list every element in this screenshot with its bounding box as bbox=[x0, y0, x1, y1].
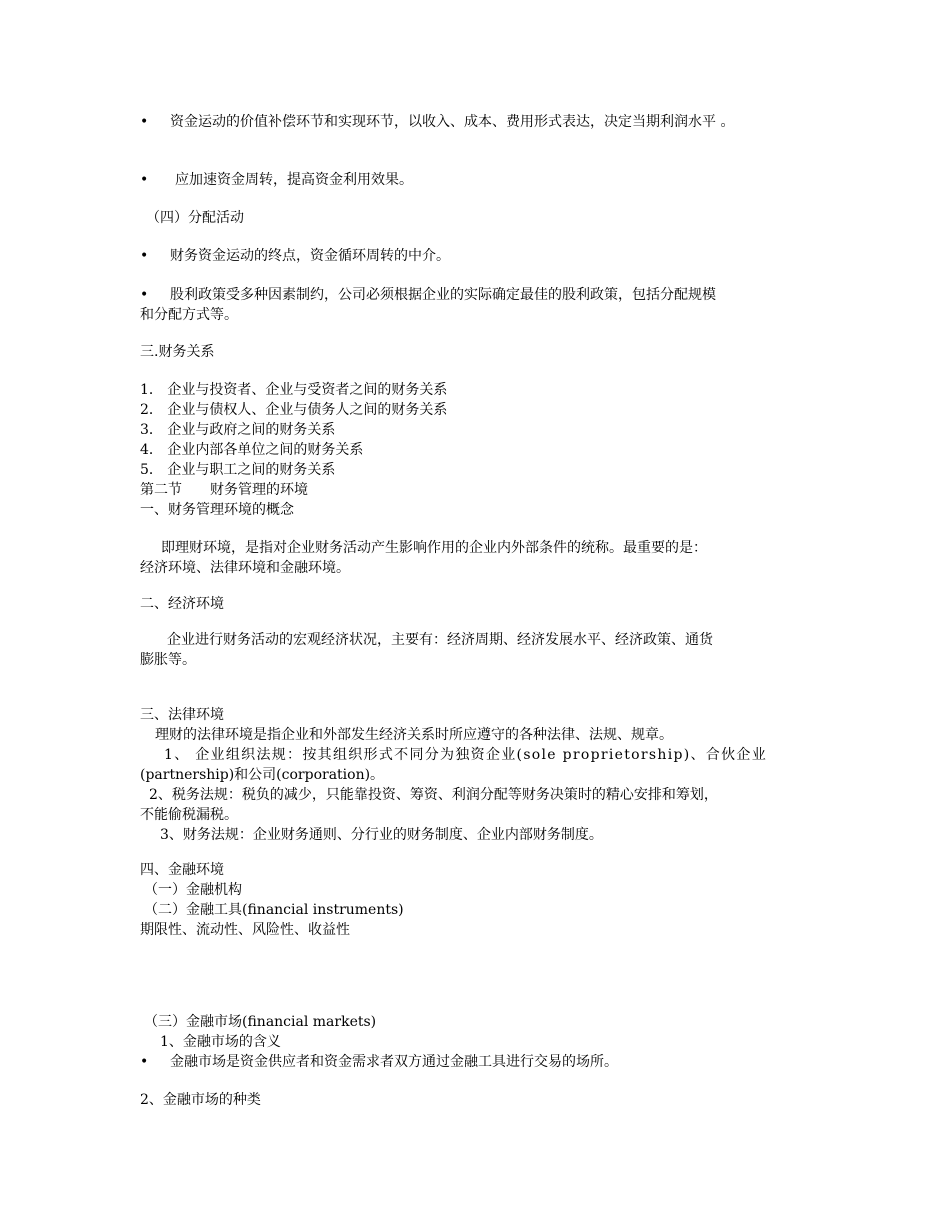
bullet-text: 金融市场是资金供应者和资金需求者双方通过金融工具进行交易的场所。 bbox=[170, 1054, 618, 1070]
bullet-text-line1: 股利政策受多种因素制约，公司必须根据企业的实际确定最佳的股利政策，包括分配规模 bbox=[170, 287, 716, 303]
financial-markets-section bbox=[140, 1012, 820, 1072]
bullet-marker: • bbox=[140, 114, 149, 130]
list-item: 1． 企业与投资者、企业与受资者之间的财务关系 bbox=[140, 382, 448, 398]
section-title: 第二节 财务管理的环境 bbox=[140, 482, 308, 498]
paragraph-line1: 企业进行财务活动的宏观经济状况，主要有：经济周期、经济发展水平、经济政策、通货 bbox=[167, 632, 713, 648]
legal-item-2-line2: 不能偷税漏税。 bbox=[140, 807, 238, 823]
list-item: 2． 企业与债权人、企业与债务人之间的财务关系 bbox=[140, 402, 448, 418]
financial-environment-section bbox=[140, 860, 820, 940]
paragraph-environment-concept bbox=[140, 538, 820, 578]
financial-markets-heading: （三）金融市场(financial markets) bbox=[144, 1014, 377, 1030]
bullet-paragraph bbox=[140, 285, 820, 325]
paragraph-line1: 即理财环境，是指对企业财务活动产生影响作用的企业内外部条件的统称。最重要的是： bbox=[161, 540, 707, 556]
financial-institutions: （一）金融机构 bbox=[144, 882, 242, 898]
heading-legal-environment: 三、法律环境 bbox=[140, 707, 224, 723]
legal-item-1-line1: 1、 企业组织法规：按其组织形式不同分为独资企业(sole proprietorship)、合伙企业 bbox=[164, 747, 767, 763]
legal-environment-section bbox=[140, 705, 820, 845]
legal-intro: 理财的法律环境是指企业和外部发生经济关系时所应遵守的各种法律、法规、规章。 bbox=[155, 727, 673, 743]
market-types-heading: 2、金融市场的种类 bbox=[140, 1092, 261, 1108]
bullet-marker: • bbox=[140, 172, 149, 188]
paragraph-line2: 经济环境、法律环境和金融环境。 bbox=[140, 560, 350, 576]
bullet-paragraph bbox=[140, 112, 820, 132]
list-item: 5． 企业与职工之间的财务关系 bbox=[140, 462, 336, 478]
bullet-marker: • bbox=[140, 248, 149, 264]
relations-list bbox=[140, 380, 820, 520]
bullet-paragraph bbox=[140, 246, 820, 266]
bullet-text: 财务资金运动的终点，资金循环周转的中介。 bbox=[170, 248, 450, 264]
instrument-properties: 期限性、流动性、风险性、收益性 bbox=[140, 922, 350, 938]
paragraph-economic-environment bbox=[140, 630, 820, 670]
financial-instruments: （二）金融工具(financial instruments) bbox=[144, 902, 404, 918]
list-item: 3． 企业与政府之间的财务关系 bbox=[140, 422, 336, 438]
market-meaning-heading: 1、金融市场的含义 bbox=[160, 1034, 281, 1050]
bullet-marker: • bbox=[140, 287, 149, 303]
bullet-text: 资金运动的价值补偿环节和实现环节，以收入、成本、费用形式表达，决定当期利润水平 。 bbox=[170, 114, 735, 130]
heading-economic-environment: 二、经济环境 bbox=[140, 596, 224, 612]
heading-financial-relations: 三.财务关系 bbox=[140, 344, 215, 360]
list-item: 4． 企业内部各单位之间的财务关系 bbox=[140, 442, 364, 458]
bullet-marker: • bbox=[140, 1054, 149, 1070]
paragraph-line2: 膨胀等。 bbox=[140, 652, 196, 668]
legal-item-2-line1: 2、税务法规：税负的减少，只能靠投资、筹资、利润分配等财务决策时的精心安排和筹划， bbox=[149, 787, 718, 803]
heading-environment-concept: 一、财务管理环境的概念 bbox=[140, 502, 294, 518]
bullet-text: 应加速资金周转，提高资金利用效果。 bbox=[175, 172, 413, 188]
heading-financial-environment: 四、金融环境 bbox=[140, 862, 224, 878]
legal-item-1-line2: (partnership)和公司(corporation)。 bbox=[140, 767, 385, 783]
legal-item-3: 3、财务法规：企业财务通则、分行业的财务制度、企业内部财务制度。 bbox=[160, 827, 603, 843]
subheading-distribution: （四）分配活动 bbox=[146, 210, 244, 226]
bullet-text-line2: 和分配方式等。 bbox=[140, 307, 238, 323]
bullet-paragraph bbox=[140, 170, 820, 190]
